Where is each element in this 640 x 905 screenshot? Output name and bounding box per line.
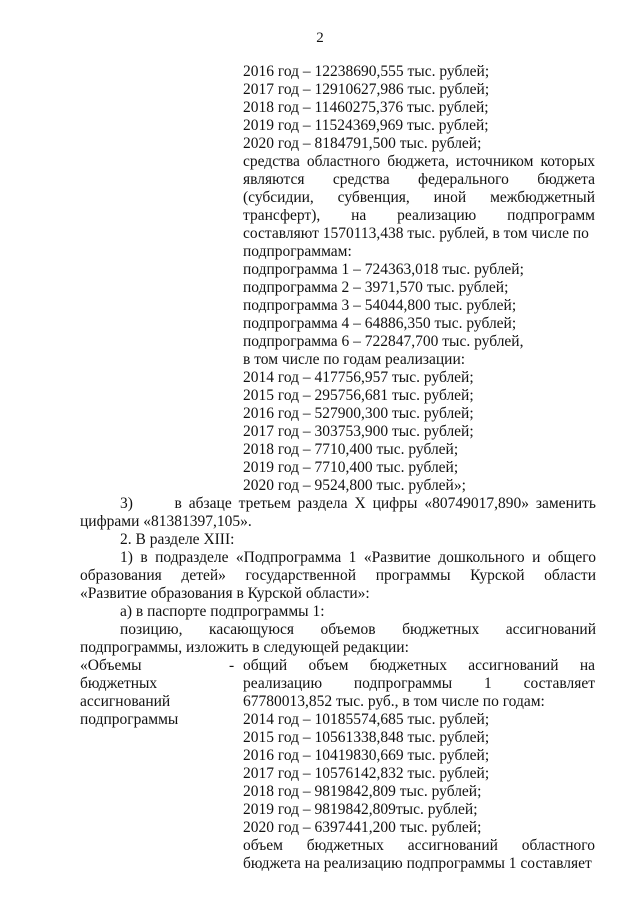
table-left-label: «Объемы (80, 657, 142, 674)
year-line: 2016 год – 12238690,555 тыс. рублей; (243, 63, 490, 80)
table-right-line: 67780013,852 тыс. руб., в том числе по годам: (243, 693, 545, 710)
table-left-label: бюджетных (80, 675, 158, 692)
table-year-line: 2017 год – 10576142,832 тыс. рублей; (243, 765, 490, 782)
year-line: 2017 год – 12910627,986 тыс. рублей; (243, 81, 490, 98)
item-3-line: 3) в абзаце третьем раздела X цифры «80749017,890» заменить (120, 495, 596, 512)
table-left-label: подпрограммы (80, 711, 179, 728)
subprogram-line: подпрограмма 3 – 54044,800 тыс. рублей; (243, 297, 517, 314)
subsection-line: 1) в подразделе «Подпрограмма 1 «Развитие дошкольного и общего (120, 549, 596, 566)
table-year-line: 2014 год – 10185574,685 тыс. рублей; (243, 711, 490, 728)
subprogram-line: подпрограмма 1 – 724363,018 тыс. рублей; (243, 261, 524, 278)
item-3-line: цифрами «81381397,105». (80, 513, 252, 530)
subsection-line: «Развитие образования в Курской области»: (80, 585, 370, 602)
table-dash: - (229, 657, 235, 674)
paragraph-line: средства областного бюджета, источником которых (243, 153, 595, 170)
table-year-line: 2015 год – 10561338,848 тыс. рублей; (243, 729, 490, 746)
subsection-line: образования детей» государственной программы Курской области (80, 567, 596, 584)
paragraph-line: являются средства федерального бюджета (243, 171, 595, 188)
table-year-line: 2019 год – 9819842,809тыс. рублей; (243, 801, 478, 818)
table-year-line: 2018 год – 9819842,809 тыс. рублей; (243, 783, 482, 800)
table-year-line: 2016 год – 10419830,669 тыс. рублей; (243, 747, 490, 764)
table-right-line: общий объем бюджетных ассигнований на (243, 657, 595, 674)
paragraph-line: (субсидии, субвенция, иной межбюджетный (243, 189, 595, 206)
year-line: 2015 год – 295756,681 тыс. рублей; (243, 387, 474, 404)
year-line: 2017 год – 303753,900 тыс. рублей; (243, 423, 474, 440)
table-right-line: реализацию подпрограммы 1 составляет (243, 675, 595, 692)
subprogram-line: подпрограмма 4 – 64886,350 тыс. рублей; (243, 315, 517, 332)
paragraph-line: трансферт), на реализацию подпрограмм (243, 207, 595, 224)
year-line: 2014 год – 417756,957 тыс. рублей; (243, 369, 474, 386)
section-heading: 2. В разделе XIII: (120, 531, 235, 548)
subsection-a: а) в паспорте подпрограммы 1: (120, 603, 325, 620)
position-line: позицию, касающуюся объемов бюджетных ассигнований (120, 621, 596, 638)
table-year-line: 2020 год – 6397441,200 тыс. рублей; (243, 819, 482, 836)
position-line: подпрограммы, изложить в следующей редакции: (80, 639, 409, 656)
table-tail-line: бюджета на реализацию подпрограммы 1 составляет (243, 855, 592, 872)
subprogram-line: подпрограмма 6 – 722847,700 тыс. рублей, (243, 333, 524, 350)
table-left-label: ассигнований (80, 693, 171, 710)
table-tail-line: объем бюджетных ассигнований областного (243, 837, 595, 854)
paragraph-line: подпрограммам: (243, 243, 352, 260)
subprogram-line: подпрограмма 2 – 3971,570 тыс. рублей; (243, 279, 509, 296)
year-line: 2019 год – 11524369,969 тыс. рублей; (243, 117, 489, 134)
year-line: 2018 год – 11460275,376 тыс. рублей; (243, 99, 489, 116)
year-line: 2020 год – 9524,800 тыс. рублей»; (243, 477, 466, 494)
year-line: 2016 год – 527900,300 тыс. рублей; (243, 405, 474, 422)
subprogram-line: в том числе по годам реализации: (243, 351, 466, 368)
paragraph-line: составляют 1570113,438 тыс. рублей, в том числе по (243, 225, 589, 242)
year-line: 2019 год – 7710,400 тыс. рублей; (243, 459, 459, 476)
year-line: 2018 год – 7710,400 тыс. рублей; (243, 441, 459, 458)
page-number: 2 (316, 30, 324, 46)
year-line: 2020 год – 8184791,500 тыс. рублей; (243, 135, 482, 152)
